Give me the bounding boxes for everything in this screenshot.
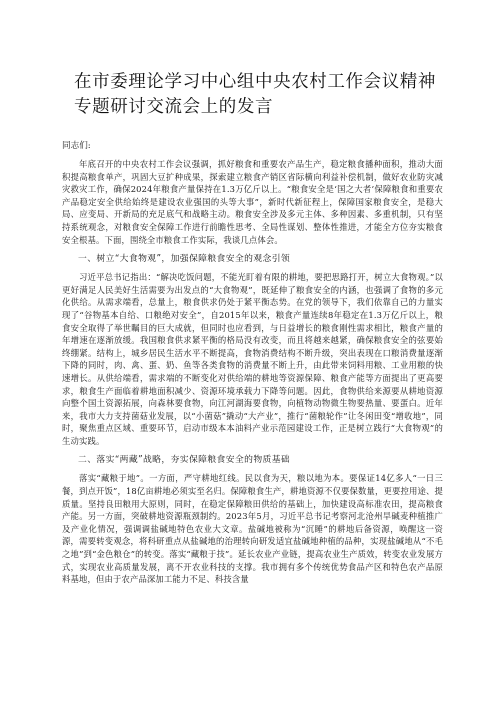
section1-paragraph: 习近平总书记指出：“解决吃饭问题，不能光盯着有限的耕地，要把思路打开，树立大食物观。”以更好满足人民美好生活需要为出发点的“大食物观”，既延伸了粮食安全的内涵，也强调了食物的多元化供给。从需求端看，总量上，粮食供求仍处于紧平衡态势。在党的领导下，我们依靠自己的力量实现了“谷物基本自给、口粮绝对安全”，自2015年以来，粮食产量连续8年稳定在1.3万亿斤以上，粮食安全取得了举世瞩目的巨大成就，但同时也应看到，与日益增长的粮食刚性需求相比，粮食产量的年增速在逐渐放缓。我国粮食供求紧平衡的格局没有改变，而且将越来越紧，确保粮食安全的弦要始终绷紧。结构上，城乡居民生活水平不断提高，食物消费结构不断升级，突出表现在口粮消费量逐渐下降的同时，肉、禽、蛋、奶、鱼等各类食物的消费量不断上升，由此带来饲料用粮、工业用粮的快速增长。从供给端看，需求端的不断变化对供给端的耕地等资源保障、粮食产能等方面提出了更高要求，粮食生产面临着耕地面积减少、资源环境承载力下降等问题。因此，食物供给来源要从耕地资源向整个国土资源拓展，向森林要食物，向江河湖海要食物，向植物动物微生物要热量、要蛋白。近年来，我市大力支持菌菇业发展，以“小菌菇”撬动“大产业”，推行“菌粮轮作”让冬闲田变“增收地”，同时，聚焦重点区域、重要环节，启动市级本本油料产业示范园建设工作，正是树立践行“大食物观”的生动实践。 [62,272,443,446]
section-heading-2: 二、落实“两藏”战略，夯实保障粮食安全的物质基础 [78,455,291,466]
section-heading-1: 一、树立“大食物观”，加强保障粮食安全的观念引领 [78,254,291,265]
intro-paragraph: 年底召开的中央农村工作会议强调，抓好粮食和重要农产品生产，稳定粮食播种面积，推动大面积提高粮食单产，巩固大豆扩种成果，探索建立粮食产销区省际横向利益补偿机制，做好农业防灾减灾救灾工作，确保2024年粮食产量保持在1.3万亿斤以上。“粮食安全是‘国之大者’保障粮食和重要农产品稳定安全供给始终是建设农业强国的头等大事”，新时代新征程上，保障国家粮食安全，是稳大局、应变局、开新局的充足底气和战略主动。粮食安全涉及多元主体、多种因素、多重机制，只有坚持系统观念，对粮食安全保障工作进行前瞻性思考、全局性谋划、整体性推进，才能全方位夯实粮食安全根基。下面，围绕全市粮食工作实际，我谈几点体会。 [62,159,443,245]
section2-paragraph: 落实“藏粮于地”。一方面，严守耕地红线。民以食为天，粮以地为本。要保证14亿多人“一日三餐，到点开饭”，18亿亩耕地必须实至名归。保障粮食生产，耕地资源不仅要保数量，更要控用途、提质量。坚持良田粮用大原则，同时，在稳定保障粮田供给的基础上，加快建设高标准农田，提高粮食产能。另一方面，突破耕地资源瓶颈制约。2023年5月，习近平总书记考察河北沧州旱碱麦种植推广及产业化情况，强调调盐碱地特色农业大文章。盐碱地被称为“沉睡”的耕地后备资源，唤醒这一资源，需要转变观念，将科研重点从盐碱地的治理转向研发适宜盐碱地种植的品种，实现盐碱地从“不毛之地”到“金色粮仓”的转变。落实“藏粮于技”。延长农业产业链，提高农业生产质效，转变农业发展方式，实现农业高质量发展，离不开农业科技的支撑。我市拥有多个传统优势食品产区和特色农产品原料基地，但由于农产品深加工能力不足、科技含量 [62,473,443,585]
greeting: 同志们: [62,141,91,151]
document-title: 在市委理论学习中心组中央农村工作会议精神专题研讨交流会上的发言 [74,72,436,117]
